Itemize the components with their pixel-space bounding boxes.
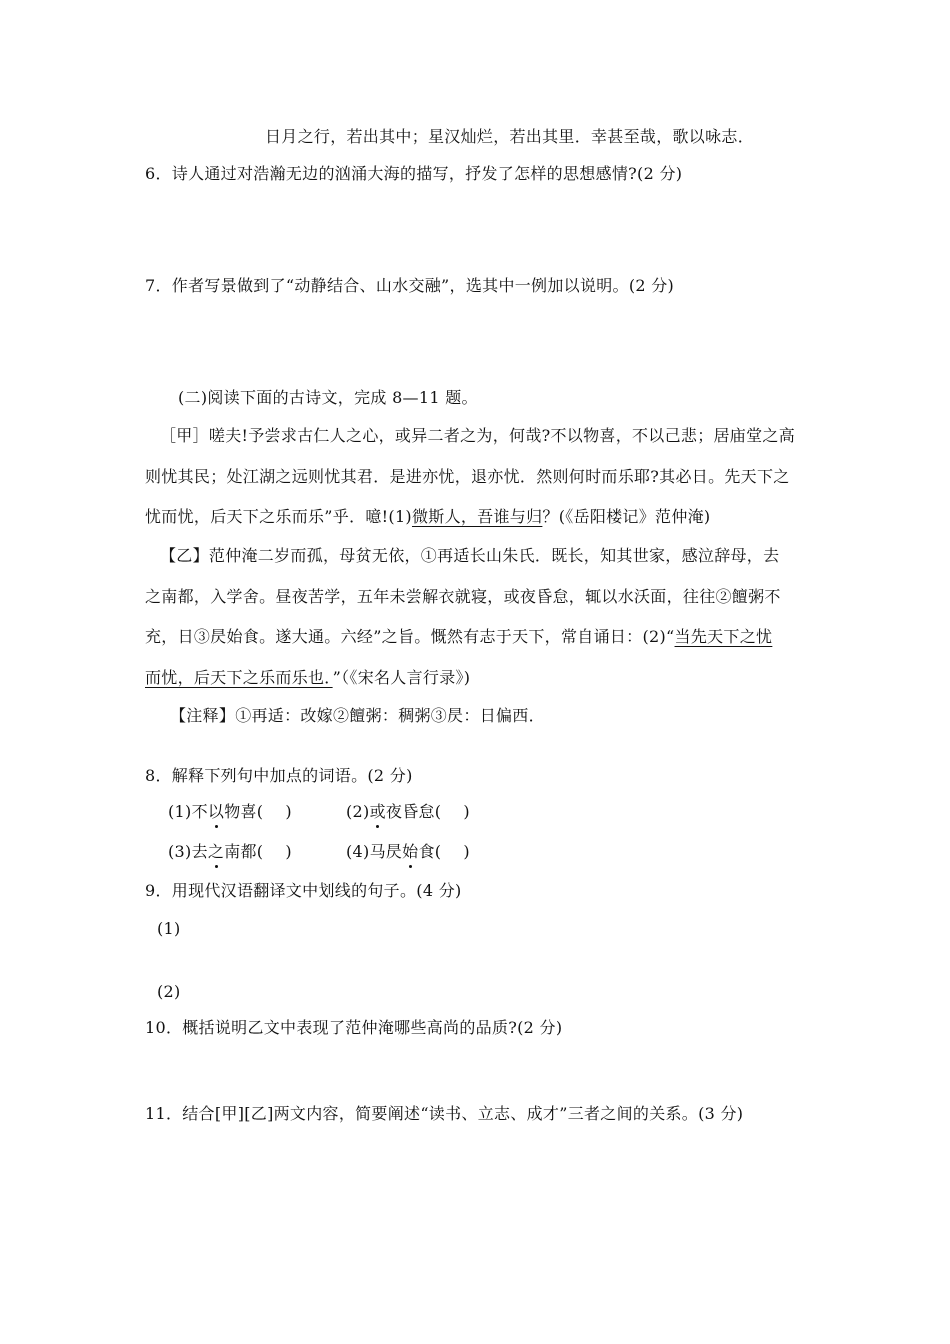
- passage-yi-line-4: [145, 667, 470, 689]
- answer-blank-close: ): [463, 802, 470, 821]
- passage-jia-source: ？(《岳阳楼记》范仲淹): [542, 507, 711, 526]
- section-2-heading: (二)阅读下面的古诗文，完成 8—11 题。: [178, 388, 478, 407]
- q9-sub-2: (2): [157, 982, 181, 1001]
- q8-item-3: [168, 841, 292, 863]
- emphasis-dot-char: 始: [402, 842, 419, 861]
- q8-item-2-text: (2): [346, 802, 370, 821]
- annotations: 【注释】①再适：改嫁②饘粥：稠粥③昃：日偏西．: [170, 706, 545, 725]
- passage-yi-line-1: 【乙】范仲淹二岁而孤，母贫无依，①再适长山朱氏．既长，知其世家，感泣辞母，去: [160, 546, 780, 565]
- q8-item-1: [168, 801, 292, 823]
- question-11: 11．结合[甲][乙]两文内容，简要阐述“读书、立志、成才”三者之间的关系。(3 分): [145, 1104, 744, 1123]
- emphasis-dot-char: 以: [207, 802, 225, 821]
- question-8: 8．解释下列句中加点的词语。(2 分): [145, 766, 413, 785]
- passage-yi-source: ”（《宋名人言行录》): [332, 668, 471, 687]
- q8-item-1-text-2: 物喜(: [224, 802, 264, 821]
- question-6: 6．诗人通过对浩瀚无边的汹涌大海的描写，抒发了怎样的思想感情?(2 分): [145, 164, 683, 183]
- passage-yi-line-3: [145, 626, 772, 648]
- q8-item-1-text: (1)不: [168, 802, 208, 821]
- answer-blank-close: ): [285, 802, 292, 821]
- passage-jia-line-3: [145, 506, 710, 528]
- q8-item-3-text: (3)去: [168, 842, 208, 861]
- question-9: 9．用现代汉语翻译文中划线的句子。(4 分): [145, 881, 462, 900]
- q8-item-4-text: (4)马昃: [346, 842, 403, 861]
- emphasis-dot-char: 或: [369, 802, 386, 821]
- passage-yi-line-2: 之南都，入学舍。昼夜苦学，五年未尝解衣就寝，或夜昏怠，辄以水沃面，往往②饘粥不: [145, 587, 781, 606]
- answer-blank-close: ): [285, 842, 292, 861]
- q8-item-4: [346, 841, 470, 863]
- underlined-sentence-2a: 当先天下之忧: [674, 627, 773, 646]
- q8-item-3-text-2: 南都(: [224, 842, 264, 861]
- q8-item-4-text-2: 食(: [418, 842, 442, 861]
- passage-jia-line-2: 则忧其民；处江湖之远则忧其君．是进亦忧，退亦忧．然则何时而乐耶?其必日。先天下之: [145, 467, 790, 486]
- q8-item-2-text-2: 夜昏怠(: [385, 802, 442, 821]
- q8-item-2: [346, 801, 470, 823]
- question-10: 10．概括说明乙文中表现了范仲淹哪些高尚的品质?(2 分): [145, 1018, 563, 1037]
- q9-sub-1: (1): [157, 919, 181, 938]
- poem-tail: 日月之行，若出其中；星汉灿烂，若出其里．幸甚至哉，歌以咏志．: [265, 127, 755, 146]
- underlined-sentence-1: 微斯人，吾谁与归: [411, 507, 543, 526]
- question-7: 7．作者写景做到了“动静结合、山水交融”，选其中一例加以说明。(2 分): [145, 276, 675, 295]
- passage-jia-line-3-start: 忧而忧，后天下之乐而乐”乎．噫!(1): [145, 507, 412, 526]
- passage-jia-line-1: ［甲］嗟夫!予尝求古仁人之心，或异二者之为，何哉?不以物喜，不以己悲；居庙堂之高: [160, 426, 796, 445]
- emphasis-dot-char: 之: [207, 842, 225, 861]
- answer-blank-close: ): [463, 842, 470, 861]
- passage-yi-line-3-start: 充，日③昃始食。遂大通。六经”之旨。慨然有志于天下，常自诵日：(2)“: [145, 627, 675, 646]
- underlined-sentence-2b: 而忧，后天下之乐而乐也．: [145, 668, 333, 687]
